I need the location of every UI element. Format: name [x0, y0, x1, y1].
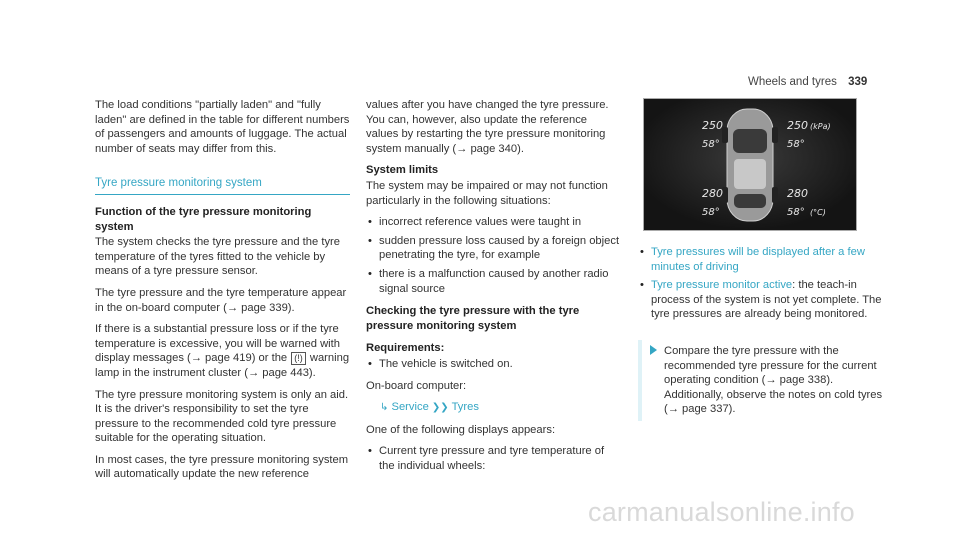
column-middle: [366, 98, 621, 480]
rear-right-pressure: 280: [787, 187, 808, 200]
page-header: [748, 76, 867, 88]
display-state-description: : the teach-in process of the system is not yet complete. The tyre pressures are already being monitored.: [651, 279, 882, 321]
rear-left-temp: 58°: [702, 207, 720, 218]
limits-list: [366, 215, 621, 296]
reference-values-paragraph: values after you have changed the tyre pressure. You can, however, also update the reference values by restarting the tyre pressure monitoring system manually (→ page 340).: [366, 99, 609, 155]
front-left-temp: 58°: [702, 139, 720, 150]
display-paragraph: The tyre pressure and the tyre temperature appear in the on-board computer (→ page 339).: [95, 286, 347, 314]
displays-list: [366, 444, 621, 473]
pressure-loss-paragraph: [95, 322, 350, 380]
system-checks-paragraph: The system checks the tyre pressure and the tyre temperature of the tyres fitted to the vehicle by means of a tyre pressure sensor.: [95, 236, 340, 278]
column-left: [95, 98, 350, 489]
tyre-warning-icon: (!): [291, 352, 306, 365]
displays-paragraph: One of the following displays appears:: [366, 423, 556, 436]
menu-path: [380, 400, 621, 416]
pressure-unit: (kPa): [810, 122, 831, 131]
list-item: • The vehicle is switched on.: [366, 357, 621, 372]
display-state-label: Tyre pressure monitor active: [651, 279, 793, 292]
front-right-pressure: 250: [787, 119, 808, 132]
aid-paragraph: The tyre pressure monitoring system is only an aid. It is the driver's responsibility to set the tyre pressure to the recommended cold tyre pressure suitable for the operating situation.: [95, 388, 349, 445]
list-item: [638, 245, 888, 274]
list-item: [638, 278, 888, 322]
rear-left-pressure: 280: [702, 187, 723, 200]
list-item: • sudden pressure loss caused by a foreign object penetrating the tyre, for example: [366, 234, 621, 263]
front-left-pressure: 250: [702, 119, 723, 132]
subhead-requirements: Requirements:: [366, 342, 445, 355]
auto-update-paragraph: In most cases, the tyre pressure monitoring system will automatically update the new reference: [95, 453, 349, 481]
watermark: carmanualsonline.info: [588, 497, 855, 527]
menu-item-tyres: Tyres: [451, 401, 479, 414]
menu-item-service: Service: [391, 401, 429, 414]
menu-arrow-icon: ↳: [380, 402, 389, 414]
list-item: • incorrect reference values were taught in: [366, 215, 621, 230]
list-item: • Current tyre pressure and tyre temperature of the individual wheels:: [366, 444, 621, 473]
onboard-computer-label: On-board computer:: [366, 379, 467, 392]
rear-right-temp: 58°: [787, 207, 805, 218]
pressure-loss-text-end: warning lamp in the instrument cluster (→ page 443).: [95, 352, 350, 379]
page-number: 339: [848, 76, 868, 88]
tyre-pressure-display: [643, 98, 857, 231]
front-right-temp: 58°: [787, 139, 805, 150]
display-states-list: [638, 245, 888, 322]
pressure-loss-text: If there is a substantial pressure loss or if the tyre temperature is excessive, you will be warned with display messages (→ page 419) or the: [95, 323, 340, 365]
requirements-list: [366, 357, 621, 372]
display-state-label: Tyre pressures will be displayed after a few minutes of driving: [651, 246, 865, 273]
instruction-step: [638, 340, 888, 421]
list-item: • there is a malfunction caused by another radio signal source: [366, 267, 621, 296]
subhead-function: Function of the tyre pressure monitoring system: [95, 205, 312, 233]
temperature-unit: (°C): [810, 208, 826, 217]
instruction-text: Compare the tyre pressure with the recommended tyre pressure for the current operating condition (→ page 338). Additionally, observe the notes on cold tyres (→ page 337).: [664, 344, 883, 416]
instruction-arrow-icon: [650, 345, 657, 355]
system-limits-paragraph: The system may be impaired or may not function particularly in the following situations:: [366, 179, 608, 207]
car-top-view-icon: [644, 99, 856, 230]
subhead-checking: Checking the tyre pressure with the tyre pressure monitoring system: [366, 305, 580, 332]
section-title: Tyre pressure monitoring system: [95, 176, 350, 195]
chevron-right-icon: ❯❯: [431, 402, 449, 414]
header-section-title: Wheels and tyres: [748, 76, 837, 88]
column-right: [638, 98, 888, 421]
subhead-system-limits: System limits: [366, 164, 439, 177]
load-conditions-paragraph: The load conditions "partially laden" and "fully laden" are defined in the table for different numbers of passengers and amounts of luggage. The actual number of seats may differ from this.: [95, 99, 350, 155]
